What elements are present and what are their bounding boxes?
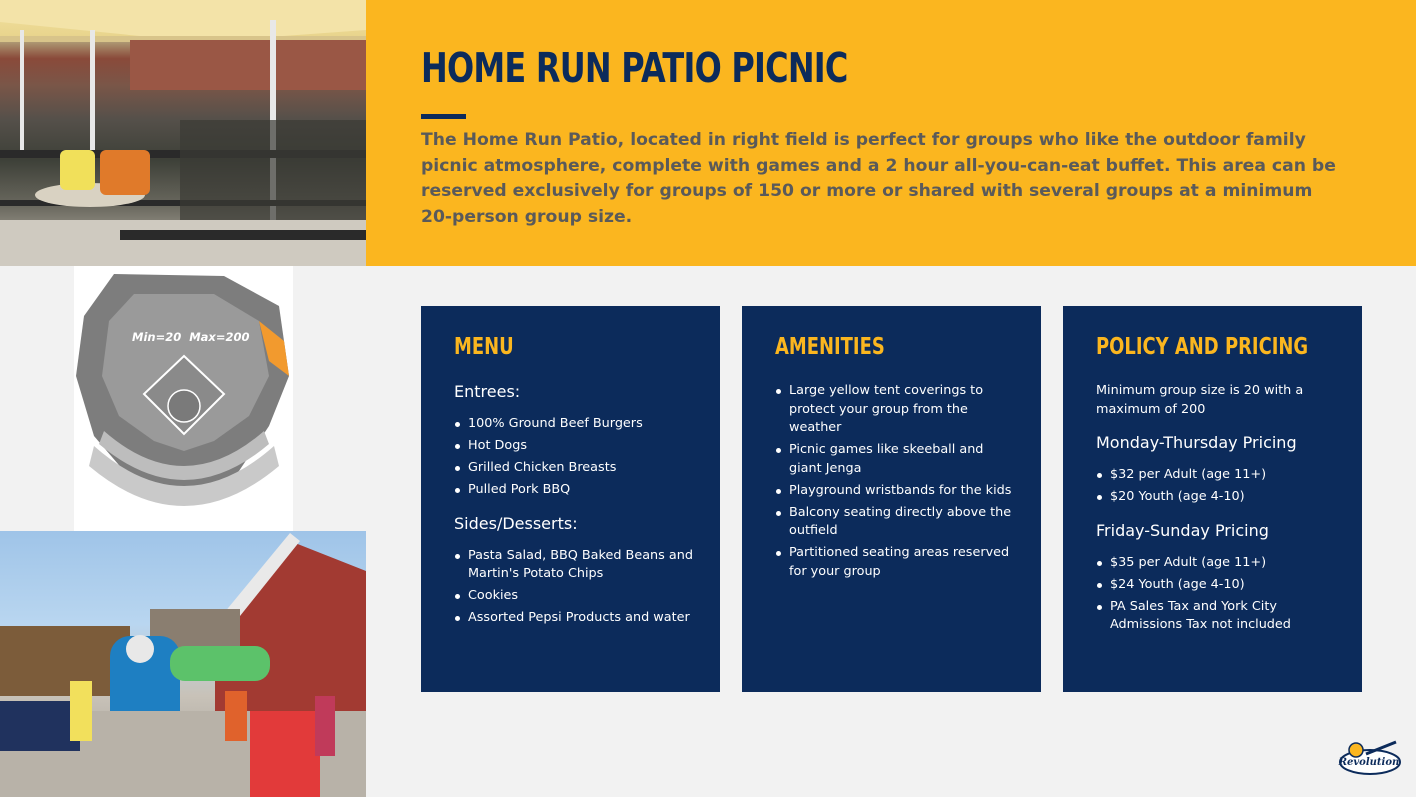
amenities-list [775,382,1017,581]
list-item: $24 Youth (age 4-10) [1096,576,1338,595]
amenities-card [742,306,1041,692]
weekend-pricing-list [1096,554,1338,635]
map-capacity-label: Min=20 Max=200 [132,330,250,344]
list-item: Hot Dogs [454,437,696,456]
entrees-list [454,415,696,500]
min-group-text: Minimum group size is 20 with a maximum of 200 [1096,383,1304,417]
sides-list [454,547,696,628]
list-item: $20 Youth (age 4-10) [1096,488,1338,507]
list-item: Assorted Pepsi Products and water [454,609,696,628]
patio-photo [0,0,366,266]
list-item: Cookies [454,587,696,606]
list-item: Picnic games like skeeball and giant Jenga [775,441,1017,478]
weekend-pricing-heading: Friday-Sunday Pricing [1096,520,1269,540]
weekday-pricing-heading: Monday-Thursday Pricing [1096,433,1297,452]
list-item: Grilled Chicken Breasts [454,459,696,478]
list-item: PA Sales Tax and York City Admissions Tax not included [1096,598,1338,635]
logo-wordmark: Revolution [1338,757,1400,768]
picnic-games-photo [0,531,366,797]
revolution-logo [1336,740,1402,782]
list-item: Large yellow tent coverings to protect your group from the weather [775,382,1017,438]
list-item: Balcony seating directly above the outfield [775,504,1017,541]
list-item: Partitioned seating areas reserved for your group [775,544,1017,581]
policy-title: POLICY AND PRICING [1096,334,1309,360]
menu-card [421,306,720,692]
title-divider [421,114,466,119]
list-item: 100% Ground Beef Burgers [454,415,696,434]
sides-heading: Sides/Desserts: [454,513,578,533]
amenities-title: AMENITIES [775,334,885,360]
list-item: Pasta Salad, BBQ Baked Beans and Martin's Potato Chips [454,547,696,584]
page-title: HOME RUN PATIO PICNIC [421,44,848,92]
list-item: $32 per Adult (age 11+) [1096,466,1338,485]
menu-title: MENU [454,334,514,360]
header-band [366,0,1416,266]
intro-paragraph: The Home Run Patio, located in right field is perfect for groups who like the outdoor family picnic atmosphere, complete with games and a 2 hour all-you-can-eat buffet. This area can be reserved exclusively for groups of 150 or more or shared with several groups at a minimum 20-person group size. [421,130,1336,227]
list-item: $35 per Adult (age 11+) [1096,554,1338,573]
list-item: Playground wristbands for the kids [775,482,1017,501]
stadium-seating-map [74,266,293,531]
list-item: Pulled Pork BBQ [454,481,696,500]
weekday-pricing-list [1096,466,1338,507]
entrees-heading: Entrees: [454,382,521,401]
policy-pricing-card [1063,306,1362,692]
